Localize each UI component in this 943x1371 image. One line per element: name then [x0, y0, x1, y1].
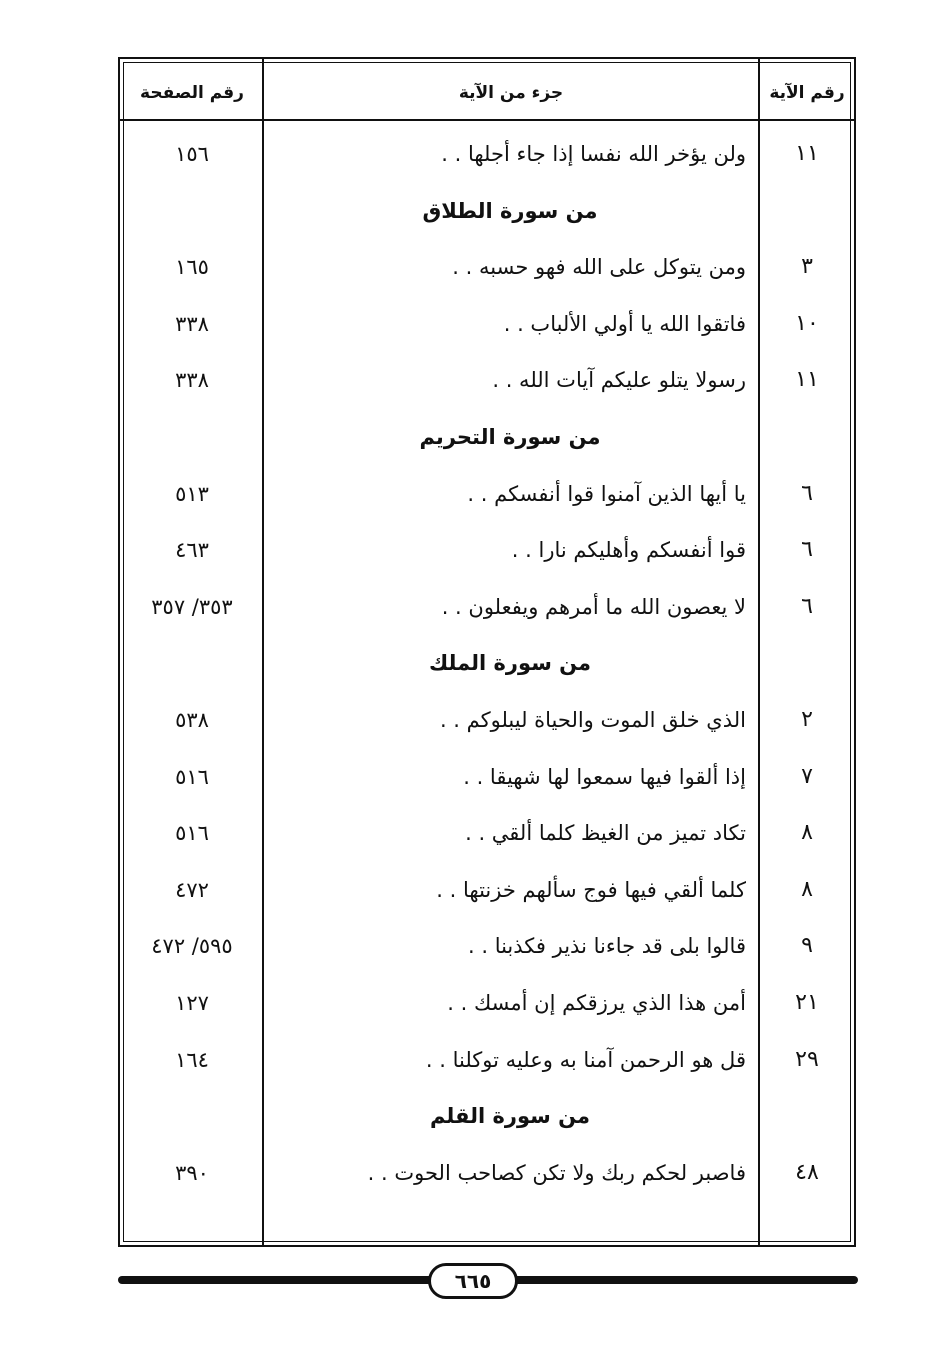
table-row	[0, 870, 943, 910]
table-row	[0, 304, 943, 344]
ayah-text-cell: قوا أنفسكم وأهليكم نارا . .	[511, 538, 746, 563]
table-row	[0, 1040, 943, 1080]
page-number-cell: ٣٣٨	[175, 368, 209, 393]
header-divider	[120, 119, 854, 121]
ayah-number-cell: ٢٩	[795, 1046, 819, 1072]
ayah-number-cell: ٦	[801, 480, 813, 506]
ayah-number-cell: ١١	[795, 141, 819, 166]
table-row	[0, 587, 943, 627]
table-row	[0, 247, 943, 287]
page-number-cell: ١٦٤	[175, 1047, 209, 1072]
page-number-cell: ٥٩٥/ ٤٧٢	[151, 934, 233, 959]
surah-heading: من سورة الملك	[428, 651, 592, 676]
ayah-number-cell: ٨	[801, 876, 813, 902]
ayah-number-cell: ٢	[801, 707, 813, 732]
table-row	[0, 474, 943, 514]
surah-heading: من سورة الطلاق	[422, 198, 598, 223]
ayah-text-cell: لا يعصون الله ما أمرهم ويفعلون . .	[441, 594, 746, 619]
table-row	[0, 530, 943, 570]
surah-heading-row	[0, 643, 943, 683]
table-row	[0, 926, 943, 966]
ayah-text-cell: كلما ألقي فيها فوج سألهم خزنتها . .	[436, 877, 746, 902]
table-row	[0, 813, 943, 853]
page-number-cell: ١٢٧	[175, 991, 209, 1015]
page-number-cell: ١٦٥	[175, 255, 209, 280]
ayah-number-cell: ١٠	[795, 310, 819, 336]
header-ayah-number: رقم الآية	[769, 83, 845, 103]
ayah-number-cell: ٩	[801, 933, 813, 959]
ayah-text-cell: يا أيها الذين آمنوا قوا أنفسكم . .	[467, 481, 746, 506]
surah-heading: من سورة القلم	[429, 1104, 591, 1129]
ayah-text-cell: أمن هذا الذي يرزقكم إن أمسك . .	[447, 991, 746, 1015]
ayah-text-cell: إذا ألقوا فيها سمعوا لها شهيقا . .	[463, 764, 746, 789]
surah-heading-row	[0, 417, 943, 457]
page-number-cell: ٥١٣	[175, 481, 209, 506]
table-row	[0, 757, 943, 797]
ayah-text-cell: فاتقوا الله يا أولي الألباب . .	[503, 311, 746, 336]
ayah-text-cell: ومن يتوكل على الله فهو حسبه . .	[452, 255, 746, 280]
table-row	[0, 983, 943, 1023]
surah-heading: من سورة التحريم	[419, 425, 601, 449]
footer-rule-right	[510, 1276, 858, 1284]
page-number-cell: ٣٥٣/ ٣٥٧	[151, 594, 233, 619]
footer-rule-left	[118, 1276, 436, 1284]
ayah-text-cell: فاصبر لحكم ربك ولا تكن كصاحب الحوت . .	[367, 1160, 746, 1185]
page-number-cell: ٥١٦	[175, 821, 209, 846]
table-row	[0, 700, 943, 740]
page-number-cell: ٣٩٠	[175, 1160, 209, 1185]
table-row	[0, 360, 943, 400]
ayah-number-cell: ٤٨	[795, 1159, 819, 1185]
page-number-cell: ١٥٦	[175, 142, 209, 166]
ayah-text-cell: ولن يؤخر الله نفسا إذا جاء أجلها . .	[441, 142, 746, 166]
ayah-number-cell: ٢١	[795, 990, 819, 1015]
ayah-text-cell: تكاد تميز من الغيظ كلما ألقي . .	[465, 821, 746, 846]
page-number-cell: ٤٧٢	[175, 877, 209, 902]
ayah-number-cell: ٦	[801, 537, 813, 563]
ayah-text-cell: الذي خلق الموت والحياة ليبلوكم . .	[439, 708, 746, 732]
ayah-number-cell: ٧	[801, 763, 813, 789]
header-ayah-part: جزء من الآية	[458, 83, 564, 103]
ayah-number-cell: ٨	[801, 820, 813, 846]
ayah-number-cell: ١١	[795, 367, 819, 393]
ayah-number-cell: ٦	[801, 593, 813, 619]
page-number-cell: ٥١٦	[175, 764, 209, 789]
page-number: ٦٦٥	[428, 1263, 518, 1299]
header-page-number: رقم الصفحة	[140, 83, 244, 103]
page-number-cell: ٣٣٨	[175, 311, 209, 336]
ayah-text-cell: قل هو الرحمن آمنا به وعليه توكلنا . .	[425, 1047, 746, 1072]
table-row	[0, 1153, 943, 1193]
surah-heading-row	[0, 191, 943, 231]
surah-heading-row	[0, 1096, 943, 1136]
table-row	[0, 134, 943, 174]
ayah-number-cell: ٣	[801, 254, 813, 280]
page-number-cell: ٥٣٨	[175, 708, 209, 732]
page-number-cell: ٤٦٣	[175, 538, 209, 563]
ayah-text-cell: قالوا بلى قد جاءنا نذير فكذبنا . .	[468, 934, 746, 959]
ayah-text-cell: رسولا يتلو عليكم آيات الله . .	[492, 368, 746, 393]
